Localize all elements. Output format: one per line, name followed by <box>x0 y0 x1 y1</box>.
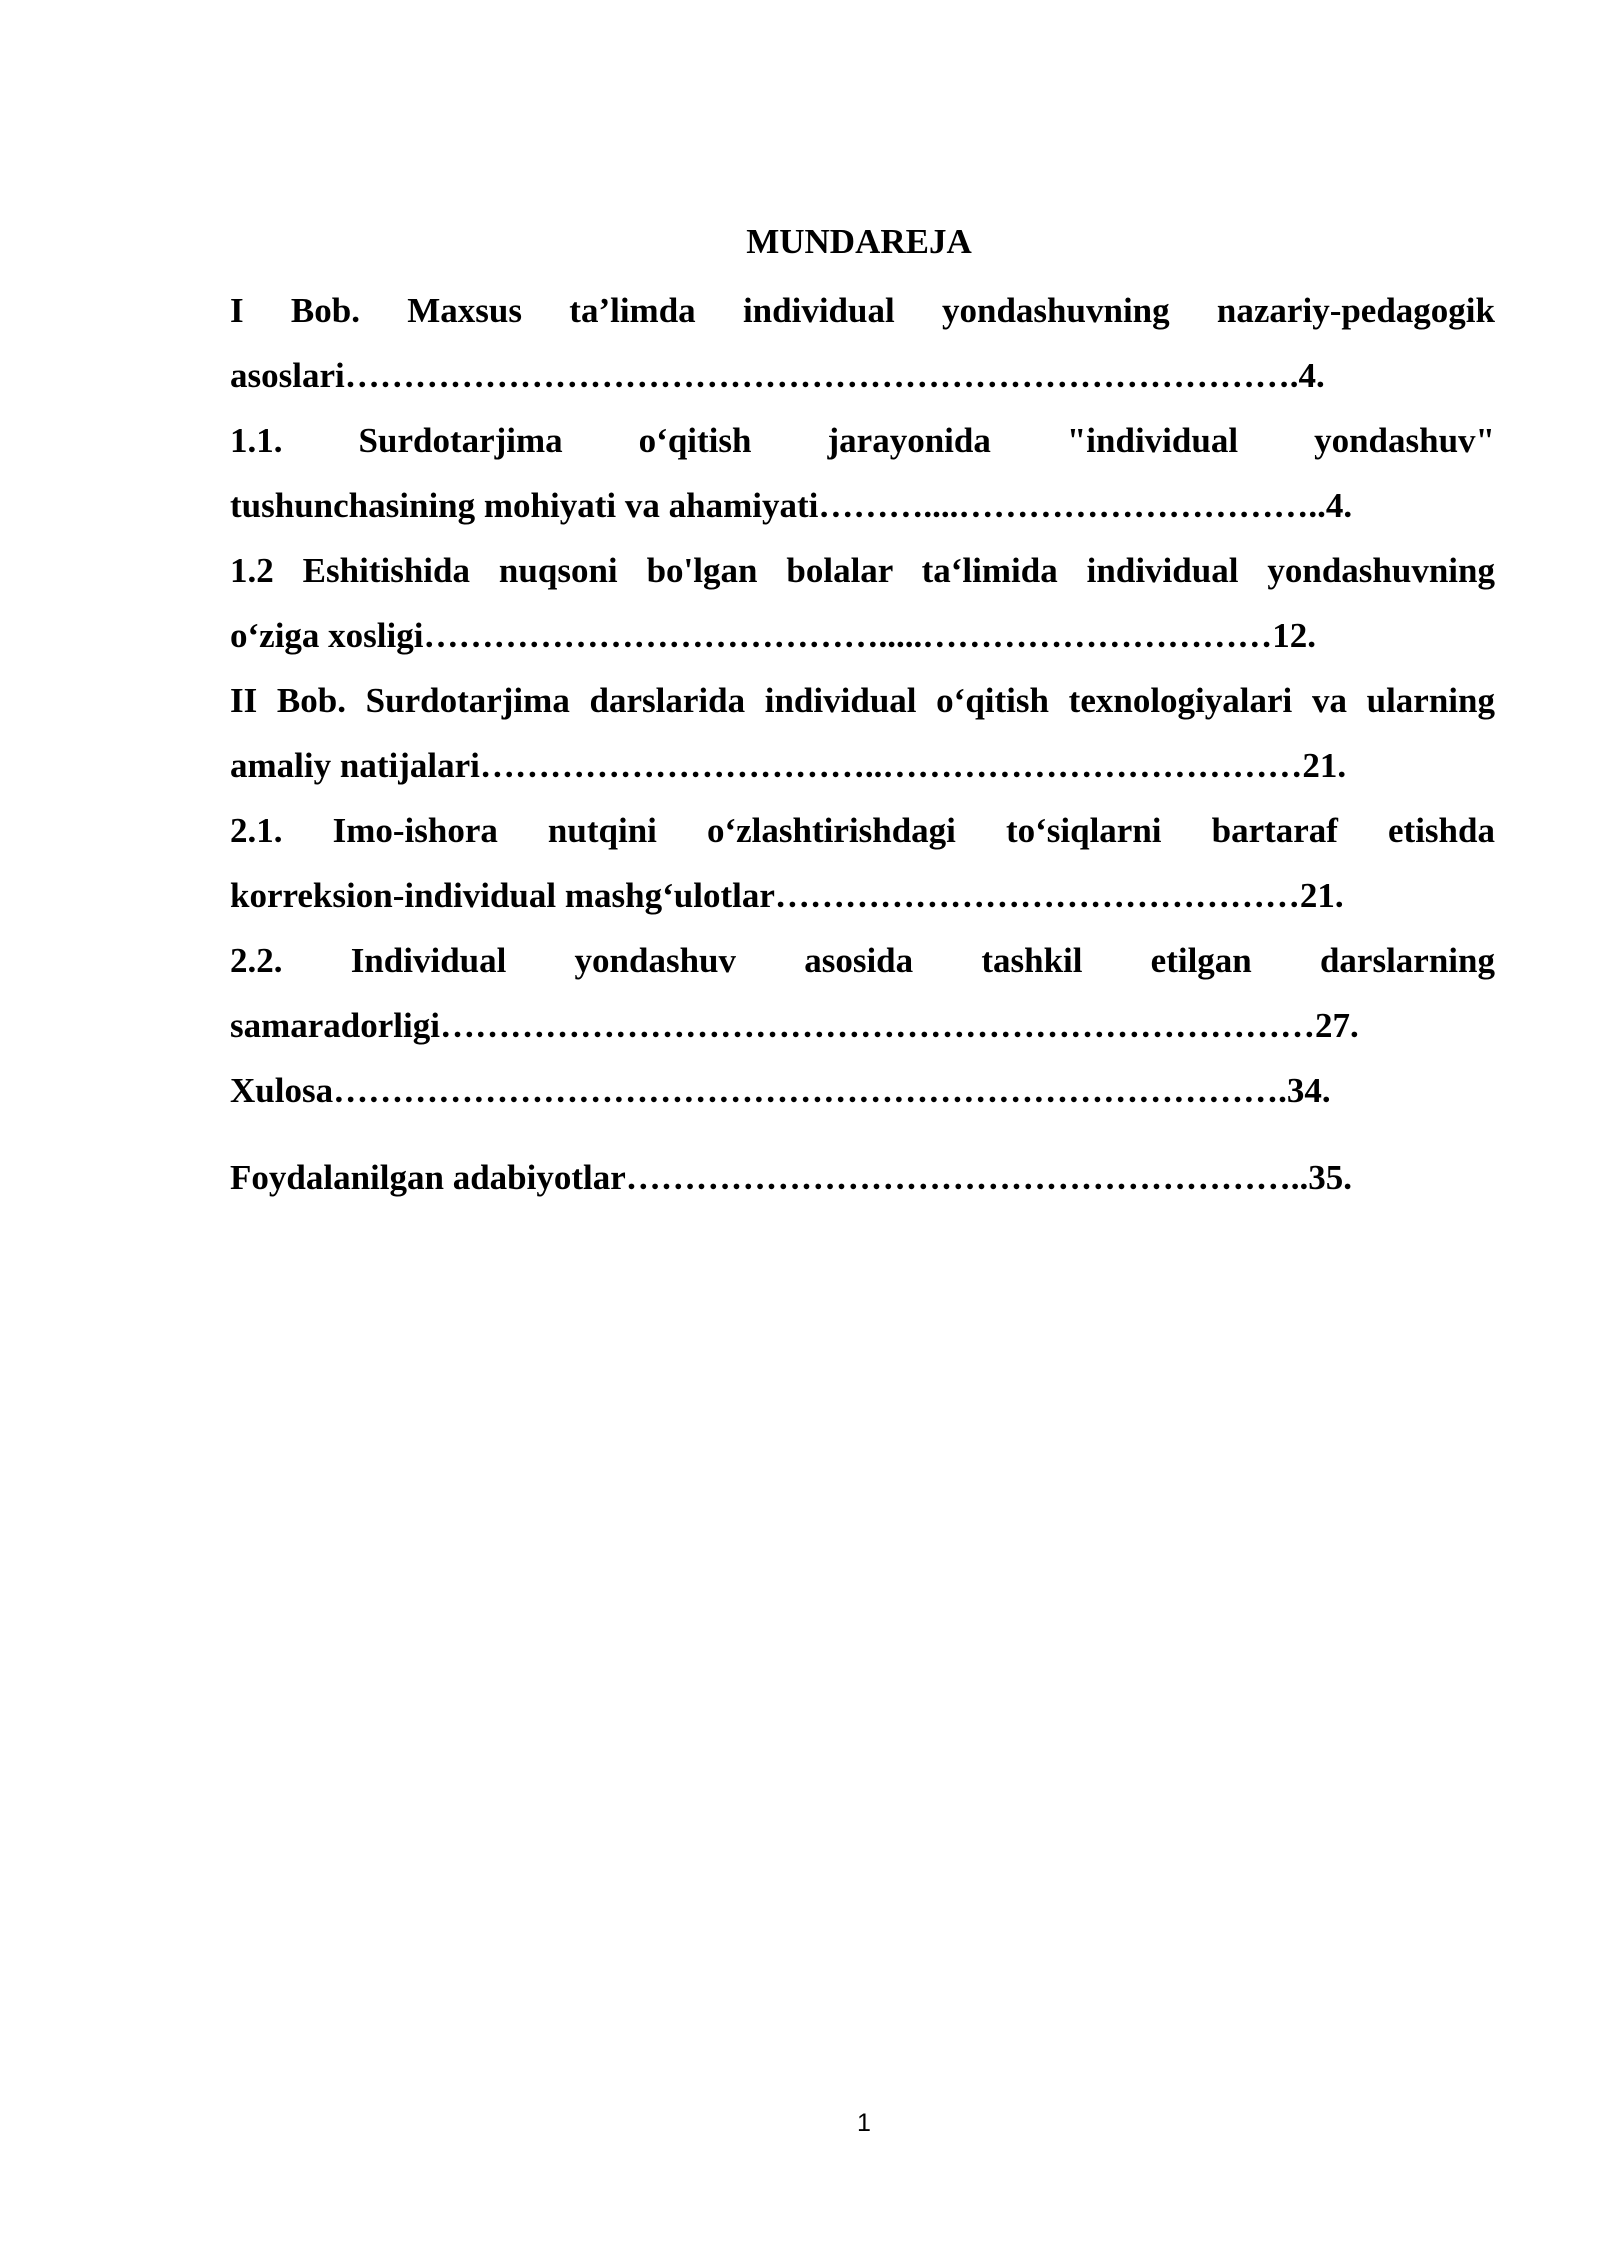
toc-entry-section-2-1 <box>230 798 1495 928</box>
toc-entry-references-text: Foydalanilgan adabiyotlar…………………………………………………..35. <box>230 1158 1353 1197</box>
toc-title: MUNDAREJA <box>746 222 972 261</box>
toc-entry-chapter-2 <box>230 668 1495 798</box>
toc-entry-references <box>230 1145 1495 1210</box>
toc-entry-page-ref: asoslari……………………………………………………………………….4. <box>230 356 1325 395</box>
toc-entry-page-ref: korreksion-individual mashg‘ulotlar………………………………………21. <box>230 876 1344 915</box>
toc-entry-section-2-2 <box>230 928 1495 1058</box>
toc-entry-page-ref: samaradorligi…………………………………………………………………27. <box>230 1006 1359 1045</box>
toc-entry-chapter-1 <box>230 278 1495 408</box>
toc-entry-page-ref: o‘ziga xosligi………………………………….....…………………………12. <box>230 616 1316 655</box>
toc-entry-section-1-1 <box>230 408 1495 538</box>
toc-entry-title: II Bob. Surdotarjima darslarida individual o‘qitish texnologiyalari va ularning <box>230 681 1495 720</box>
toc-entry-title: 2.1. Imo-ishora nutqini o‘zlashtirishdagi to‘siqlarni bartaraf etishda <box>230 811 1495 850</box>
toc-entry-conclusion-text: Xulosa……………………………………………………………………….34. <box>230 1071 1331 1110</box>
toc-entry-title: 1.1. Surdotarjima o‘qitish jarayonida "individual yondashuv" <box>230 421 1495 460</box>
toc-entry-title: 1.2 Eshitishida nuqsoni bo'lgan bolalar ta‘limida individual yondashuvning <box>230 551 1495 590</box>
toc-entry-section-1-2 <box>230 538 1495 668</box>
toc-entry-page-ref: amaliy natijalari……………………………..………………………………21. <box>230 746 1347 785</box>
toc-entry-title: 2.2. Individual yondashuv asosida tashkil etilgan darslarning <box>230 941 1495 980</box>
toc-entry-page-ref: tushunchasining mohiyati va ahamiyati………....…………………………..4. <box>230 486 1353 525</box>
toc-entry-title: I Bob. Maxsus ta’limda individual yondashuvning nazariy-pedagogik <box>230 291 1495 330</box>
toc-entry-conclusion <box>230 1058 1495 1123</box>
table-of-contents <box>230 278 1495 1210</box>
page-number: 1 <box>857 2109 871 2137</box>
